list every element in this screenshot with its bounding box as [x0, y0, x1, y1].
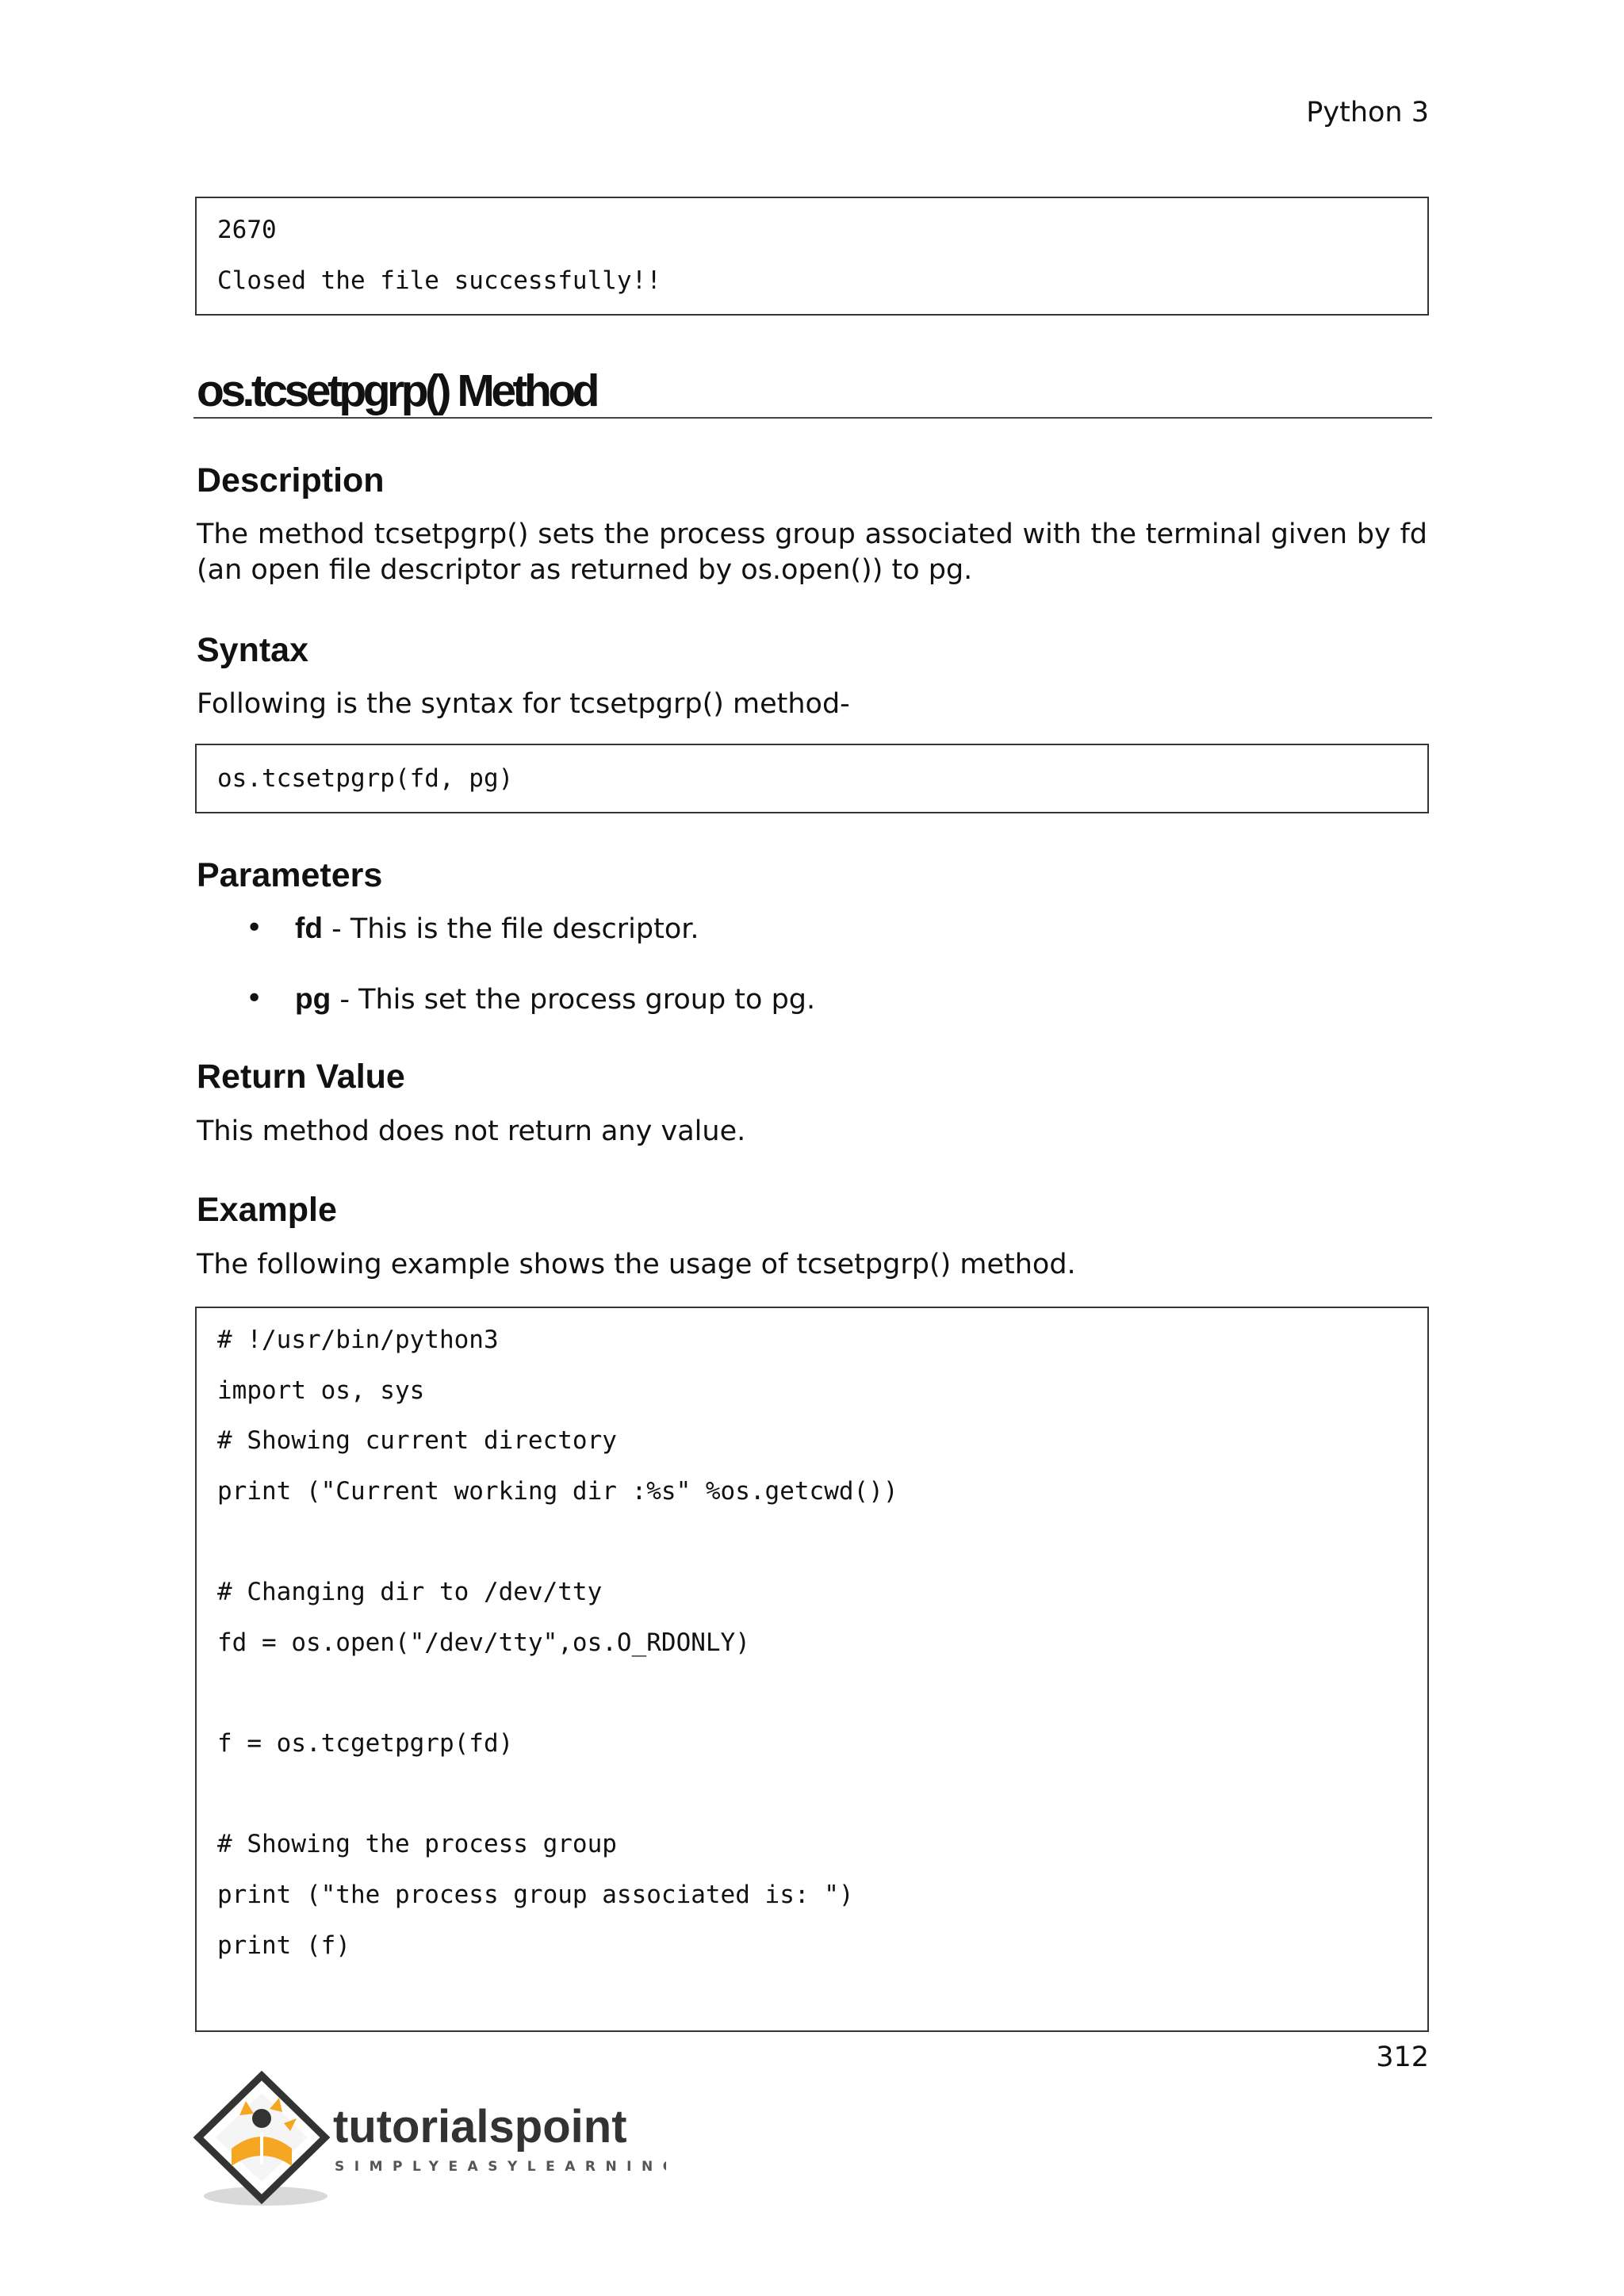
parameter-name: fd [295, 912, 323, 944]
code-line: # Showing current directory [217, 1426, 617, 1455]
output-line: 2670 [217, 216, 277, 244]
parameter-desc: - This is the file descriptor. [322, 913, 699, 945]
code-line: print ("Current working dir :%s" %os.getcwd()) [217, 1477, 898, 1506]
example-code-box [195, 1307, 1429, 2032]
syntax-code-box [195, 744, 1429, 813]
page-number: 312 [1376, 2042, 1429, 2073]
tutorialspoint-logo [190, 2069, 666, 2212]
bullet-icon: • [246, 982, 263, 1015]
code-line: import os, sys [217, 1376, 425, 1405]
parameter-item [295, 982, 815, 1016]
code-line: print (f) [217, 1931, 350, 1960]
parameter-item [295, 912, 699, 945]
bullet-icon: • [246, 912, 263, 944]
description-heading: Description [197, 461, 385, 499]
page-title: os.tcsetpgrp() Method [197, 365, 596, 416]
output-line: Closed the file successfully!! [217, 266, 661, 295]
running-header: Python 3 [1306, 97, 1429, 128]
code-line: fd = os.open("/dev/tty",os.O_RDONLY) [217, 1628, 750, 1657]
code-line: # Changing dir to /dev/tty [217, 1578, 603, 1606]
return-value-text: This method does not return any value. [197, 1115, 746, 1147]
syntax-code: os.tcsetpgrp(fd, pg) [217, 764, 514, 793]
syntax-heading: Syntax [197, 631, 309, 669]
return-value-heading: Return Value [197, 1058, 405, 1096]
code-line: f = os.tcgetpgrp(fd) [217, 1729, 514, 1758]
description-text: The method tcsetpgrp() sets the process group associated with the terminal given by fd (an open file descriptor as returned by os.open()) to pg. [197, 519, 1427, 586]
parameters-heading: Parameters [197, 856, 383, 894]
example-intro: The following example shows the usage of tcsetpgrp() method. [197, 1249, 1076, 1280]
title-divider [193, 417, 1432, 419]
output-box [195, 197, 1429, 316]
code-line: # !/usr/bin/python3 [217, 1326, 499, 1354]
parameter-desc: - This set the process group to pg. [331, 984, 816, 1016]
logo-tagline: SIMPLYEASYLEARNING [335, 2159, 666, 2175]
parameter-name: pg [295, 982, 331, 1015]
code-line: # Showing the process group [217, 1830, 617, 1858]
code-line: print ("the process group associated is: ") [217, 1881, 854, 1909]
logo-wordmark: tutorialspoint [333, 2101, 627, 2152]
syntax-intro: Following is the syntax for tcsetpgrp() method- [197, 688, 850, 720]
example-heading: Example [197, 1191, 337, 1229]
